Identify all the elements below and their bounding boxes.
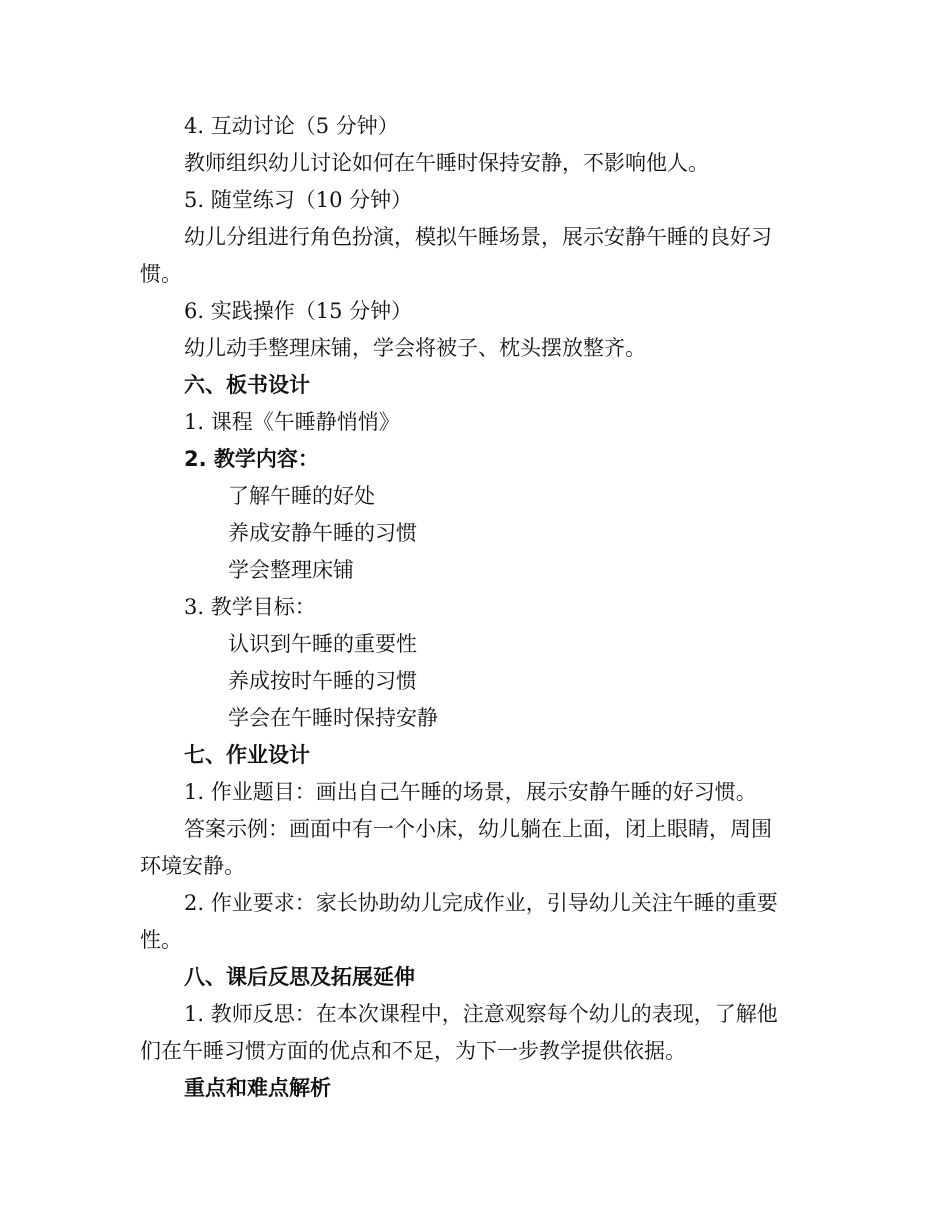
- sub-item: 学会在午睡时保持安静: [228, 706, 438, 730]
- list-item-teacher-reflection: 1. 教师反思：在本次课程中，注意观察每个幼儿的表现，了解他: [184, 1002, 778, 1026]
- list-item-homework-requirement: 2. 作业要求：家长协助幼儿完成作业，引导幼儿关注午睡的重要: [184, 891, 778, 915]
- paragraph-line-continued: 性。: [140, 928, 182, 952]
- paragraph-line: 幼儿动手整理床铺，学会将被子、枕头摆放整齐。: [184, 336, 646, 360]
- sub-item: 养成按时午睡的习惯: [228, 669, 417, 693]
- sub-item: 了解午睡的好处: [228, 484, 375, 508]
- paragraph-line-continued: 环境安静。: [140, 854, 245, 878]
- sub-item: 认识到午睡的重要性: [228, 632, 417, 656]
- paragraph-line-continued: 惯。: [140, 262, 182, 286]
- paragraph-line: 教师组织幼儿讨论如何在午睡时保持安静，不影响他人。: [184, 151, 709, 175]
- sub-item: 养成安静午睡的习惯: [228, 521, 417, 545]
- paragraph-line-continued: 们在午睡习惯方面的优点和不足，为下一步教学提供依据。: [140, 1039, 686, 1063]
- section-heading-board-design: 六、板书设计: [184, 373, 310, 397]
- paragraph-line: 答案示例：画面中有一个小床，幼儿躺在上面，闭上眼睛，周围: [184, 817, 772, 841]
- list-item-teaching-goals: 3. 教学目标：: [184, 595, 316, 619]
- section-heading-key-points: 重点和难点解析: [184, 1076, 331, 1100]
- list-item-step-4: 4. 互动讨论（5 分钟）: [184, 114, 399, 138]
- section-heading-reflection: 八、课后反思及拓展延伸: [184, 965, 415, 989]
- section-heading-homework: 七、作业设计: [184, 743, 310, 767]
- list-item-course: 1. 课程《午睡静悄悄》: [184, 410, 400, 434]
- list-item-homework-topic: 1. 作业题目：画出自己午睡的场景，展示安静午睡的好习惯。: [184, 780, 757, 804]
- sub-item: 学会整理床铺: [228, 558, 354, 582]
- list-item-step-5: 5. 随堂练习（10 分钟）: [184, 188, 413, 212]
- list-item-step-6: 6. 实践操作（15 分钟）: [184, 299, 413, 323]
- paragraph-line: 幼儿分组进行角色扮演，模拟午睡场景，展示安静午睡的良好习: [184, 225, 772, 249]
- list-item-teaching-content: 2. 教学内容：: [184, 447, 319, 471]
